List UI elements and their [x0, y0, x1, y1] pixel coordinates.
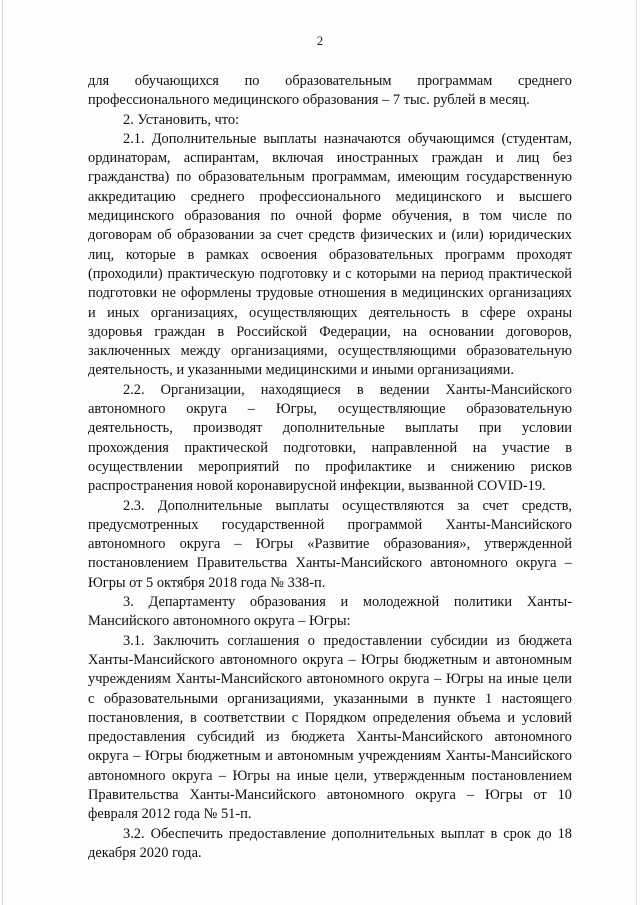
- page-number: 2: [316, 33, 324, 48]
- paragraph-item-2-3: 2.3. Дополнительные выплаты осуществляются за счет средств, предусмотренных государственной программой Ханты-Мансийского автономного округа – Югры «Развитие образования», утвержденной постановлением Правительства Ханты-Мансийского автономного округа – Югры от 5 октября 2018 года № 338-п.: [88, 497, 572, 591]
- paragraph-item-2-2: 2.2. Организации, находящиеся в ведении Ханты-Мансийского автономного округа – Югры, осуществляющие образовательную деятельность, производят дополнительные выплаты при условии прохождения практической подготовки, направленной на участие в осуществлении мероприятий по профилактике и снижению рисков распространения новой коронавирусной инфекции, вызванной COVID-19.: [88, 381, 572, 495]
- paragraph-continuation: для обучающихся по образовательным программам среднего профессионального медицинского образования – 7 тыс. рублей в месяц.: [88, 73, 572, 109]
- paragraph-item-3-2: 3.2. Обеспечить предоставление дополнительных выплат в срок до 18 декабря 2020 года.: [88, 825, 572, 861]
- paragraph-item-3-1: 3.1. Заключить соглашения о предоставлении субсидии из бюджета Ханты-Мансийского автономного округа – Югры бюджетным и автономным учреждениям Ханты-Мансийского автономного округа – Югры на иные цели с образовательными организациями, указанными в пункте 1 настоящего постановления, в соответствии с Порядком определения объема и условий предоставления субсидий из бюджета Ханты-Мансийского автономного округа – Югры бюджетным и автономным учреждениям Ханты-Мансийского автономного округа – Югры на иные цели, утвержденным постановлением Правительства Ханты-Мансийского автономного округа – Югры от 10 февраля 2012 года № 51-п.: [88, 632, 572, 823]
- paragraph-item-2-1: 2.1. Дополнительные выплаты назначаются обучающимся (студентам, ординаторам, аспирантам, включая иностранных граждан и лиц без гражданства) по образовательным программам, имеющим государственную аккредитацию среднего профессионального медицинского и высшего медицинского образования по очной форме обучения, в том числе по договорам об образовании за счет средств физических и (или) юридических лиц, которые в рамках освоения образовательных программ проходят (проходили) практическую подготовку и с которыми на период практической подготовки не оформлены трудовые отношения в медицинских организациях и иных организациях, осуществляющих деятельность в сфере охраны здоровья граждан в Российской Федерации, на основании договоров, заключенных между организациями, осуществляющими образовательную деятельность, и указанными медицинскими и иными организациями.: [88, 130, 572, 379]
- scan-edge-right: [636, 0, 637, 905]
- paragraph-item-3: 3. Департаменту образования и молодежной политики Ханты-Мансийского автономного округа – Югры:: [88, 594, 572, 630]
- paragraph-item-2: 2. Установить, что:: [123, 111, 240, 128]
- scan-edge-left: [2, 0, 3, 905]
- document-body: [88, 72, 572, 863]
